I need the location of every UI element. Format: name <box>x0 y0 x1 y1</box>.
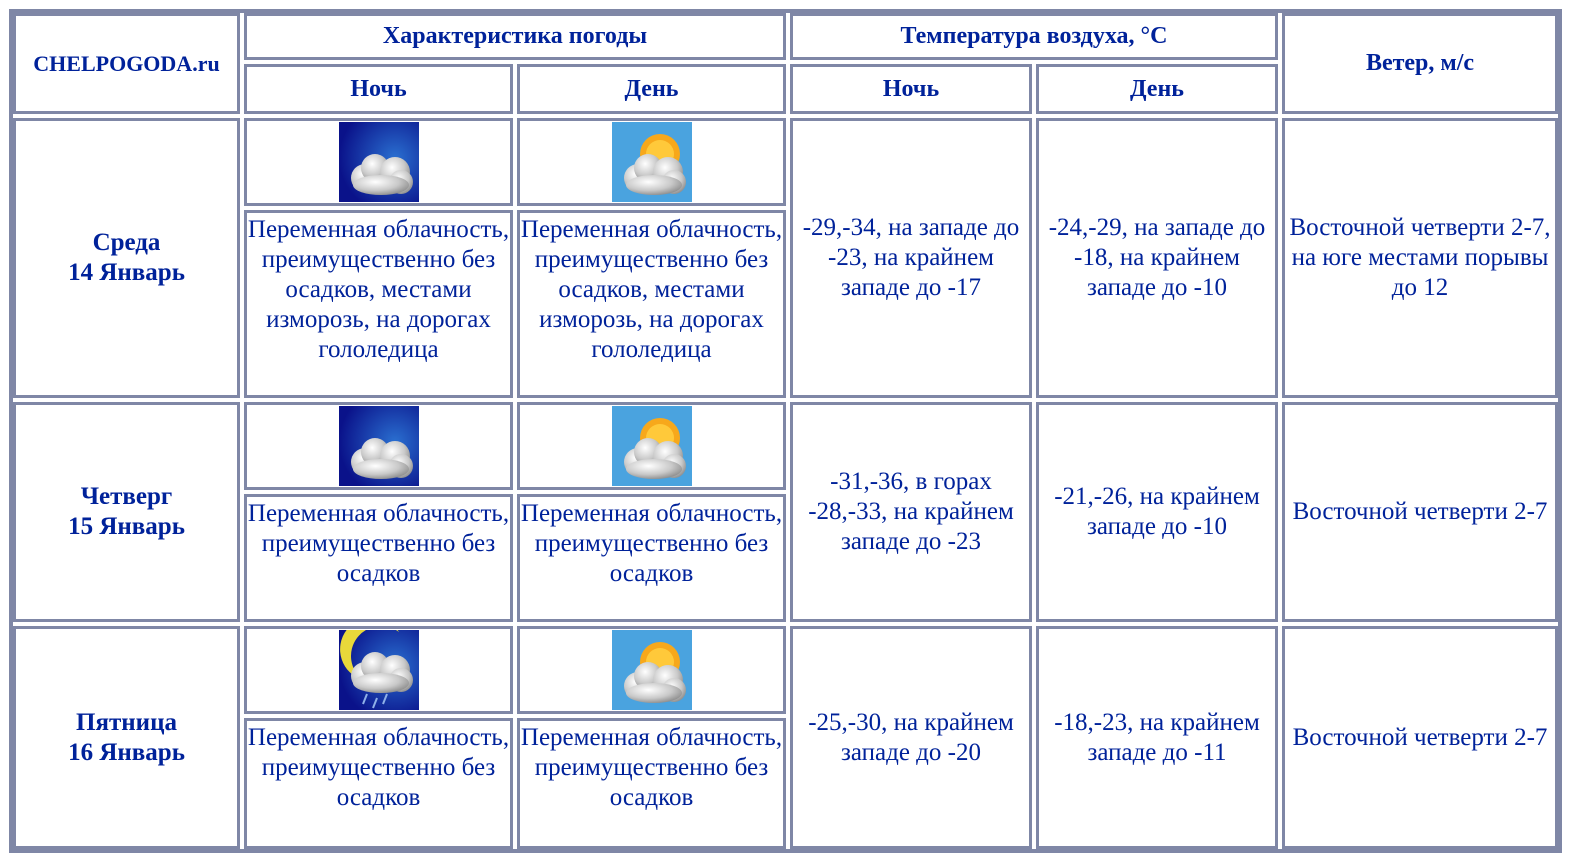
description-text: Переменная облачность, преимущественно без осадков <box>247 500 510 587</box>
wind-header <box>1282 13 1558 114</box>
weather-char-header <box>244 13 786 60</box>
temp-day-cell <box>1036 118 1278 398</box>
temp-text: -25,-30, на крайнем западе до -20 <box>808 708 1014 766</box>
temp-text: -24,-29, на западе до -18, на крайнем западе до -10 <box>1048 214 1266 301</box>
brand-cell <box>13 13 240 114</box>
date-cell <box>13 626 240 849</box>
date: 16 Январь <box>68 738 185 766</box>
wind-text: Восточной четверти 2-7, на юге местами порывы до 12 <box>1289 214 1551 301</box>
night-description <box>244 718 513 849</box>
wind-cell <box>1282 118 1558 398</box>
weekday: Среда <box>92 229 161 256</box>
wind-cell <box>1282 402 1558 622</box>
temp-night-header <box>790 64 1032 114</box>
temp-text: -21,-26, на крайнем западе до -10 <box>1054 483 1260 540</box>
date: 14 Январь <box>68 259 185 286</box>
description-text: Переменная облачность, преимущественно без осадков, местами изморозь, на дорогах гололедица <box>520 216 783 363</box>
weekday: Четверг <box>80 483 173 510</box>
date-cell <box>13 118 240 398</box>
night-label: Ночь <box>350 75 407 102</box>
day-label: День <box>1130 75 1184 102</box>
wind-text: Восточной четверти 2-7 <box>1292 723 1548 751</box>
temp-day-cell <box>1036 402 1278 622</box>
temp-night-cell <box>790 118 1032 398</box>
wind-cell <box>1282 626 1558 849</box>
day-icon-cell <box>517 118 786 206</box>
day-description <box>517 718 786 849</box>
temp-night-cell <box>790 626 1032 849</box>
day-description <box>517 210 786 398</box>
wind-label: Ветер, м/с <box>1365 50 1475 76</box>
moon-clouds-snow-icon <box>339 630 419 710</box>
air-temp-header <box>790 13 1278 60</box>
moon-clouds-icon <box>339 406 419 486</box>
night-label: Ночь <box>882 75 940 102</box>
air-temp-label: Температура воздуха, °C <box>900 23 1168 49</box>
day-icon-cell <box>517 402 786 490</box>
weather-char-label: Характеристика погоды <box>382 23 648 49</box>
sun-clouds-icon <box>612 630 692 710</box>
day-description <box>517 494 786 622</box>
temp-day-header <box>1036 64 1278 114</box>
temp-day-cell <box>1036 626 1278 849</box>
day-icon-cell <box>517 626 786 714</box>
brand-label: CHELPOGODA.ru <box>33 50 220 76</box>
night-description <box>244 494 513 622</box>
temp-text: -31,-36, в горах -28,-33, на крайнем западе до -23 <box>808 468 1014 555</box>
description-text: Переменная облачность, преимущественно без осадков <box>520 500 783 587</box>
weekday: Пятница <box>76 708 177 736</box>
description-text: Переменная облачность, преимущественно без осадков, местами изморозь, на дорогах гололедица <box>247 216 510 363</box>
char-night-header <box>244 64 513 114</box>
wind-text: Восточной четверти 2-7 <box>1292 498 1548 525</box>
moon-clouds-icon <box>339 122 419 202</box>
sun-clouds-icon <box>612 122 692 202</box>
night-description <box>244 210 513 398</box>
temp-night-cell <box>790 402 1032 622</box>
night-icon-cell <box>244 118 513 206</box>
night-icon-cell <box>244 402 513 490</box>
temp-text: -18,-23, на крайнем западе до -11 <box>1054 708 1260 766</box>
date-cell <box>13 402 240 622</box>
day-label: День <box>624 75 679 102</box>
night-icon-cell <box>244 626 513 714</box>
description-text: Переменная облачность, преимущественно без осадков <box>520 724 783 811</box>
date: 15 Январь <box>68 513 185 540</box>
char-day-header <box>517 64 786 114</box>
sun-clouds-icon <box>612 406 692 486</box>
temp-text: -29,-34, на западе до -23, на крайнем западе до -17 <box>802 214 1020 301</box>
description-text: Переменная облачность, преимущественно без осадков <box>247 724 510 811</box>
